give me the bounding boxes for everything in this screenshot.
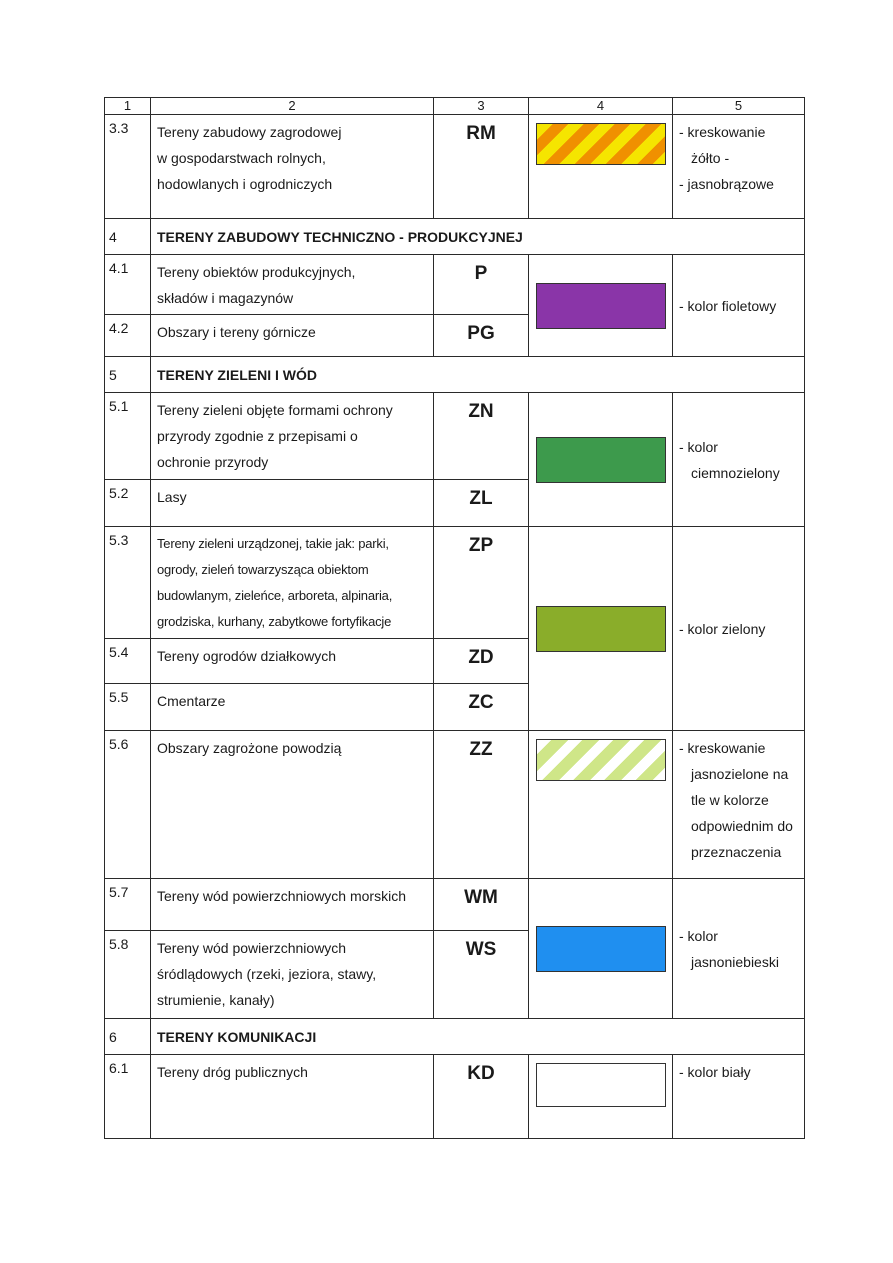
symbol-description: - kolor zielony — [673, 527, 805, 731]
row-name — [151, 255, 434, 315]
symbol-code: ZZ — [434, 731, 529, 879]
desc-line: - kolor — [679, 927, 718, 944]
row-name — [151, 115, 434, 219]
row-name — [151, 731, 434, 879]
table-row — [105, 255, 805, 315]
desc-line: - kolor — [679, 438, 718, 455]
row-number: 5.1 — [105, 393, 151, 480]
row-number: 5.8 — [105, 931, 151, 1019]
section-row — [105, 1019, 805, 1055]
name-line: hodowlanych i ogrodniczych — [157, 176, 333, 192]
symbol-cell — [529, 879, 673, 1019]
name-line: Tereny wód powierzchniowych morskich — [157, 888, 406, 904]
column-header: 1 — [105, 98, 151, 115]
name-line: Cmentarze — [157, 693, 226, 709]
row-number: 3.3 — [105, 115, 151, 219]
row-name — [151, 684, 434, 731]
symbol-code: ZP — [434, 527, 529, 639]
desc-line: jasnoniebieski — [691, 953, 779, 970]
yellow-brown-hatch-swatch — [536, 123, 666, 165]
symbol-cell — [529, 527, 673, 731]
section-row — [105, 357, 805, 393]
section-title — [151, 357, 805, 393]
name-line: przyrody zgodnie z przepisami o — [157, 428, 358, 444]
section-title — [151, 219, 805, 255]
symbol-cell — [529, 255, 673, 357]
symbol-code: KD — [434, 1055, 529, 1139]
desc-line: - jasnobrązowe — [679, 176, 774, 192]
column-header: 4 — [529, 98, 673, 115]
symbol-code: RM — [434, 115, 529, 219]
symbol-code: P — [434, 255, 529, 315]
name-line: ogrody, zieleń towarzysząca obiektom — [157, 562, 369, 577]
white-color-swatch — [536, 1063, 666, 1107]
symbol-cell — [529, 1055, 673, 1139]
table-row — [105, 879, 805, 931]
name-line: Tereny zieleni objęte formami ochrony — [157, 402, 393, 418]
row-name — [151, 480, 434, 527]
symbol-code: ZC — [434, 684, 529, 731]
section-row — [105, 219, 805, 255]
row-name — [151, 527, 434, 639]
symbol-code: ZN — [434, 393, 529, 480]
column-header: 3 — [434, 98, 529, 115]
row-name — [151, 315, 434, 357]
name-line: Tereny zabudowy zagrodowej — [157, 124, 342, 140]
symbol-description: - kolor biały — [673, 1055, 805, 1139]
land-use-legend-table — [104, 97, 805, 1139]
section-number: 6 — [105, 1019, 151, 1055]
row-number: 4.2 — [105, 315, 151, 357]
symbol-code: WM — [434, 879, 529, 931]
light-blue-color-swatch — [536, 926, 666, 972]
desc-line: jasnozielone na — [691, 766, 789, 782]
name-line: Tereny dróg publicznych — [157, 1064, 308, 1080]
column-header-row — [105, 98, 805, 115]
desc-line: ciemnozielony — [691, 464, 780, 481]
symbol-cell — [529, 115, 673, 219]
row-number: 5.7 — [105, 879, 151, 931]
green-color-swatch — [536, 606, 666, 652]
desc-line: - kreskowanie — [679, 740, 766, 756]
name-line: grodziska, kurhany, zabytkowe fortyfikacje — [157, 614, 392, 629]
table-row — [105, 527, 805, 639]
row-name — [151, 879, 434, 931]
desc-line: - kreskowanie — [679, 124, 766, 140]
row-number: 5.4 — [105, 639, 151, 684]
name-line: strumienie, kanały) — [157, 992, 275, 1008]
dark-green-color-swatch — [536, 437, 666, 483]
name-line: Tereny ogrodów działkowych — [157, 648, 336, 664]
symbol-description: - kolor fioletowy — [673, 255, 805, 357]
row-number: 4.1 — [105, 255, 151, 315]
symbol-code: ZL — [434, 480, 529, 527]
name-line: śródlądowych (rzeki, jeziora, stawy, — [157, 966, 377, 982]
column-header: 2 — [151, 98, 434, 115]
symbol-code: WS — [434, 931, 529, 1019]
symbol-description — [673, 731, 805, 879]
desc-line: przeznaczenia — [691, 844, 782, 860]
row-name — [151, 931, 434, 1019]
row-number: 5.2 — [105, 480, 151, 527]
row-number: 5.5 — [105, 684, 151, 731]
desc-line: odpowiednim do — [691, 818, 793, 834]
section-title-text: TERENY ZABUDOWY TECHNICZNO - PRODUKCYJNEJ — [157, 228, 523, 245]
row-number: 5.6 — [105, 731, 151, 879]
section-number: 5 — [105, 357, 151, 393]
row-number: 6.1 — [105, 1055, 151, 1139]
name-line: Obszary zagrożone powodzią — [157, 740, 342, 756]
section-title — [151, 1019, 805, 1055]
desc-line: tle w kolorze — [691, 792, 769, 808]
symbol-cell — [529, 731, 673, 879]
table-row — [105, 731, 805, 879]
name-line: Tereny wód powierzchniowych — [157, 940, 347, 956]
row-name — [151, 1055, 434, 1139]
name-line: budowlanym, zieleńce, arboreta, alpinaria, — [157, 588, 393, 603]
name-line: Tereny obiektów produkcyjnych, — [157, 264, 356, 280]
symbol-description — [673, 115, 805, 219]
table-row — [105, 393, 805, 480]
section-title-text: TERENY KOMUNIKACJI — [157, 1028, 317, 1045]
section-number: 4 — [105, 219, 151, 255]
symbol-description — [673, 879, 805, 1019]
light-green-hatch-swatch — [536, 739, 666, 781]
table-row — [105, 115, 805, 219]
name-line: składów i magazynów — [157, 290, 294, 306]
symbol-code: ZD — [434, 639, 529, 684]
symbol-code: PG — [434, 315, 529, 357]
name-line: ochronie przyrody — [157, 454, 269, 470]
name-line: Tereny zieleni urządzonej, takie jak: parki, — [157, 536, 389, 551]
symbol-description — [673, 393, 805, 527]
table-row — [105, 1055, 805, 1139]
row-name — [151, 639, 434, 684]
name-line: Obszary i tereny górnicze — [157, 324, 316, 340]
section-title-text: TERENY ZIELENI I WÓD — [157, 366, 317, 383]
row-name — [151, 393, 434, 480]
violet-color-swatch — [536, 283, 666, 329]
symbol-cell — [529, 393, 673, 527]
row-number: 5.3 — [105, 527, 151, 639]
name-line: Lasy — [157, 489, 187, 505]
column-header: 5 — [673, 98, 805, 115]
name-line: w gospodarstwach rolnych, — [157, 150, 326, 166]
desc-line: żółto - — [691, 150, 730, 166]
